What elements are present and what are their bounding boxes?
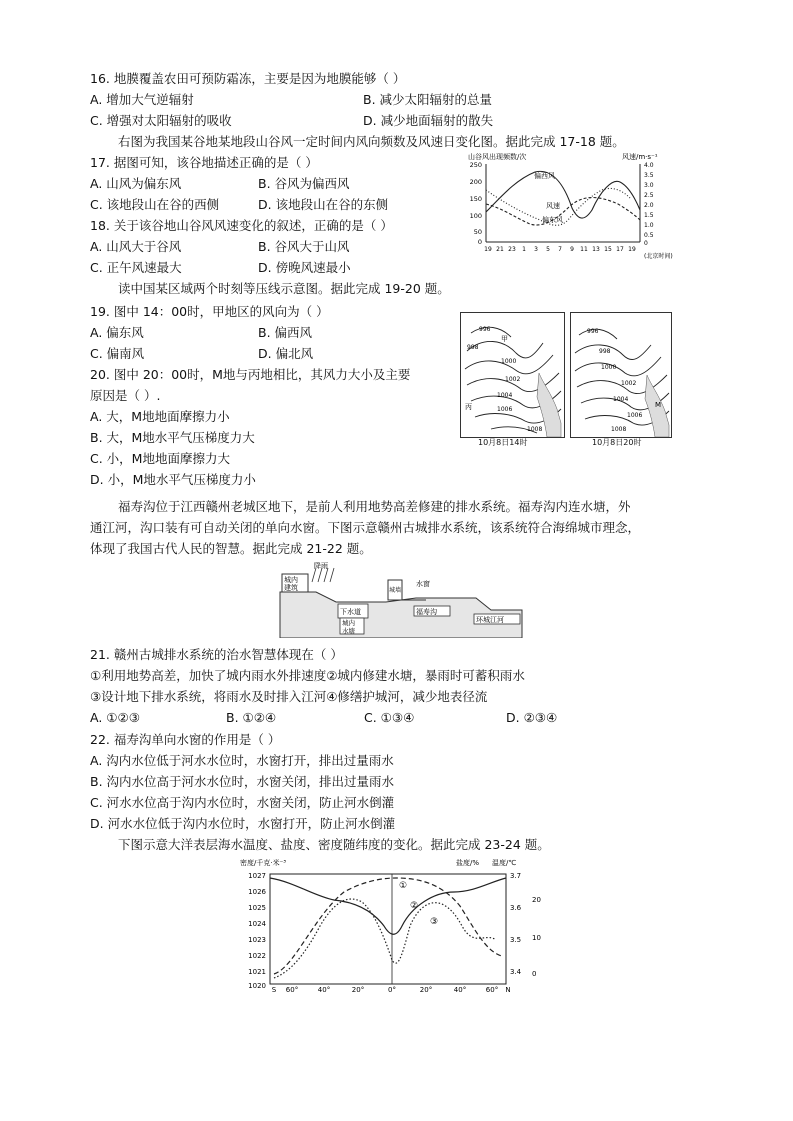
fushou-label: 福寿沟 [416,608,437,616]
valley-yrtick: 0.5 [644,232,654,239]
ocean-yrlabel-temp: 温度/℃ [492,859,517,867]
q17-option-d[interactable]: D. 该地段山在谷的东侧 [258,197,389,212]
isobar-caption-14h: 10月8日14时 [478,438,528,447]
q21-option-b[interactable]: B. ①②④ [226,710,277,725]
q21-option-d[interactable]: D. ②③④ [506,710,558,725]
valley-speed-curve [486,198,640,226]
ocean-curve-label-3: ③ [430,917,439,927]
valley-yrtick: 2.0 [644,202,654,209]
q18-option-c[interactable]: C. 正午风速最大 [90,260,182,275]
valley-xtick: 23 [508,246,516,253]
iso-label: 1008 [527,426,543,433]
iso-label: 1002 [621,380,637,387]
ocean-xtick: 40° [317,986,331,992]
ocean-xtick: 60° [485,986,499,992]
q16-stem: 16. 地膜覆盖农田可预防霜冻，主要是因为地膜能够（ ） [90,71,406,86]
valley-xtick: 5 [546,246,550,253]
ocean-temp-tick: 10 [532,934,541,942]
valley-xtick: 19 [628,246,636,253]
iso-label: 1006 [627,412,643,419]
q20-option-a[interactable]: A. 大，M地地面摩擦力小 [90,409,230,424]
intro-21-22-line1: 福寿沟位于江西赣州老城区地下，是前人利用地势高差修建的排水系统。福寿沟内连水塘，外 [118,499,631,514]
ocean-salinity-tick: 3.4 [510,968,522,976]
q21-option-c[interactable]: C. ①③④ [364,710,415,725]
valley-ytick: 250 [469,161,482,169]
valley-west-label: 偏西风 [534,172,555,180]
ocean-salinity-tick: 3.5 [510,936,522,944]
isobar-map-20h [570,312,672,438]
pond-label-2: 水塘 [342,627,355,635]
q22-option-d[interactable]: D. 河水水位低于沟内水位时，水窗打开，防止河水倒灌 [90,816,396,831]
q22-stem: 22. 福寿沟单向水窗的作用是（ ） [90,732,281,747]
ocean-yrlabel-salinity: 盐度/% [456,859,480,867]
q17-option-c[interactable]: C. 该地段山在谷的西侧 [90,197,220,212]
ocean-xtick: S [271,986,277,992]
valley-xtick: 15 [604,246,612,253]
q17-option-b[interactable]: B. 谷风为偏西风 [258,176,350,191]
valley-ytick: 150 [469,195,482,203]
q19-option-a[interactable]: A. 偏东风 [90,325,144,340]
iso-label: 1000 [501,358,517,365]
river-label: 环城江河 [476,616,504,624]
valley-yrtick: 2.5 [644,192,654,199]
ocean-curve-1 [270,878,506,934]
ocean-ytick: 1021 [248,968,266,976]
q19-stem: 19. 图中 14：00时，甲地区的风向为（ ） [90,304,329,319]
ocean-ytick: 1024 [248,920,266,928]
q21-option-a[interactable]: A. ①②③ [90,710,140,725]
intro-21-22-line2: 通江河，沟口装有可自动关闭的单向水窗。下图示意赣州古城排水系统，该系统符合海绵城市理念， [90,520,641,535]
q21-statement-1: ①利用地势高差，加快了城内雨水外排速度②城内修建水塘，暴雨时可蓄积雨水 [90,668,525,683]
intro-17-18: 右图为我国某谷地某地段山谷风一定时间内风向频数及风速日变化图。据此完成 17-18 题。 [118,134,625,149]
iso-label: 1006 [497,406,513,413]
ocean-temp-tick: 20 [532,896,541,904]
valley-yrtick: 0 [644,240,648,247]
iso-label: 1002 [505,376,521,383]
valley-xtick: 3 [534,246,538,253]
valley-xtick: 13 [592,246,600,253]
intro-23-24: 下图示意大洋表层海水温度、盐度、密度随纬度的变化。据此完成 23-24 题。 [118,837,550,852]
valley-xtick: 7 [558,246,562,253]
q16-option-b[interactable]: B. 减少太阳辐射的总量 [363,92,493,107]
drainage-figure [276,562,526,638]
iso-label: 996 [479,326,491,333]
q16-option-c[interactable]: C. 增强对太阳辐射的吸收 [90,113,232,128]
valley-xtick: 17 [616,246,624,253]
q19-option-b[interactable]: B. 偏西风 [258,325,313,340]
q22-option-c[interactable]: C. 河水水位高于沟内水位时，水窗关闭，防止河水倒灌 [90,795,395,810]
q20-option-b[interactable]: B. 大，M地水平气压梯度力大 [90,430,255,445]
valley-east-label: 偏东风 [542,216,563,224]
valley-xtick: 11 [580,246,588,253]
q20-option-d[interactable]: D. 小，M地水平气压梯度力小 [90,472,256,487]
pond-label-1: 城内 [342,619,355,627]
valley-ytick: 50 [473,228,482,236]
ocean-ytick: 1022 [248,952,266,960]
jia-label: 甲 [501,335,508,343]
iso-label: 998 [599,348,611,355]
isobar-map-14h [460,312,565,438]
valley-yrtick: 1.5 [644,212,654,219]
q19-option-d[interactable]: D. 偏北风 [258,346,314,361]
iso-label: 996 [587,328,599,335]
ocean-xtick: 20° [351,986,365,992]
q16-option-d[interactable]: D. 减少地面辐射的散失 [363,113,494,128]
q17-stem: 17. 据图可知，该谷地描述正确的是（ ） [90,155,318,170]
ocean-curve-2 [274,878,502,974]
valley-xunit: (北京时间) [644,253,673,260]
ocean-curve-label-2: ② [410,901,419,911]
valley-yrtick: 3.0 [644,182,654,189]
iso-label: 1004 [497,392,513,399]
valley-ytick: 100 [469,212,482,220]
ditch-label: 下水道 [340,608,361,616]
q18-stem: 18. 关于该谷地山谷风风速变化的叙述，正确的是（ ） [90,218,393,233]
ocean-ytick: 1026 [248,888,266,896]
valley-yrtick: 4.0 [644,162,654,169]
intro-19-20: 读中国某区域两个时刻等压线示意图。据此完成 19-20 题。 [118,281,450,296]
q18-option-a[interactable]: A. 山风大于谷风 [90,239,182,254]
city-label: 城内 [284,576,298,584]
bing-label: 丙 [465,403,472,411]
ocean-temp-tick: 0 [532,970,537,978]
ocean-salinity-tick: 3.6 [510,904,522,912]
ocean-ylabel: 密度/千克·米⁻³ [240,859,287,867]
valley-yrtick: 3.5 [644,172,654,179]
valley-ylabel: 山谷风出现频数/次 [468,153,527,161]
ocean-figure [234,856,546,992]
ocean-xtick: 60° [285,986,299,992]
ocean-xtick: N [505,986,511,992]
ocean-ytick: 1023 [248,936,266,944]
valley-xtick: 9 [570,246,574,253]
tower-label: 城墙 [389,587,402,594]
valley-ytick: 0 [477,238,482,246]
q21-statement-2: ③设计地下排水系统，将雨水及时排入江河④修缮护城河，减少地表径流 [90,689,488,704]
intro-21-22-line3: 体现了我国古代人民的智慧。据此完成 21-22 题。 [90,541,372,556]
q21-stem: 21. 赣州古城排水系统的治水智慧体现在（ ） [90,647,343,662]
iso-label: 998 [467,344,479,351]
ocean-xtick: 20° [419,986,433,992]
q18-option-b[interactable]: B. 谷风大于山风 [258,239,350,254]
building-label: 建筑 [284,584,298,592]
ocean-salinity-tick: 3.7 [510,872,522,880]
rain-label: 降雨 [314,562,328,570]
ocean-ytick: 1027 [248,872,266,880]
ocean-ytick: 1020 [248,982,266,990]
valley-wind-figure [460,150,682,260]
q16-option-a[interactable]: A. 增加大气逆辐射 [90,92,194,107]
iso-label: 1008 [611,426,627,433]
valley-yrlabel: 风速/m·s⁻¹ [622,153,658,161]
ocean-ytick: 1025 [248,904,266,912]
valley-xtick: 21 [496,246,504,253]
ocean-curve-label-1: ① [399,881,408,891]
isobar-caption-20h: 10月8日20时 [592,438,642,447]
q17-option-a[interactable]: A. 山风为偏东风 [90,176,182,191]
q22-option-b[interactable]: B. 沟内水位高于河水水位时，水窗关闭，排出过量雨水 [90,774,395,789]
q18-option-d[interactable]: D. 傍晚风速最小 [258,260,351,275]
q20-option-c[interactable]: C. 小，M地地面摩擦力大 [90,451,230,466]
q22-option-a[interactable]: A. 沟内水位低于河水水位时，水窗打开，排出过量雨水 [90,753,394,768]
valley-yrtick: 1.0 [644,222,654,229]
q19-option-c[interactable]: C. 偏南风 [90,346,145,361]
m-label: M [655,401,662,409]
valley-ytick: 200 [469,178,482,186]
window-label: 水窗 [416,580,430,588]
q20-stem-line1: 20. 图中 20：00时，M地与丙地相比，其风力大小及主要 [90,367,411,382]
iso-label: 1004 [613,396,629,403]
iso-label: 1000 [601,364,617,371]
valley-speed-label: 风速 [546,202,560,210]
valley-west-wind-curve [486,171,640,218]
valley-xtick: 1 [522,246,526,253]
ocean-xtick: 40° [453,986,467,992]
ocean-xtick: 0° [388,986,396,992]
q20-stem-line2: 原因是（ ）. [90,388,161,403]
valley-xtick: 19 [484,246,492,253]
